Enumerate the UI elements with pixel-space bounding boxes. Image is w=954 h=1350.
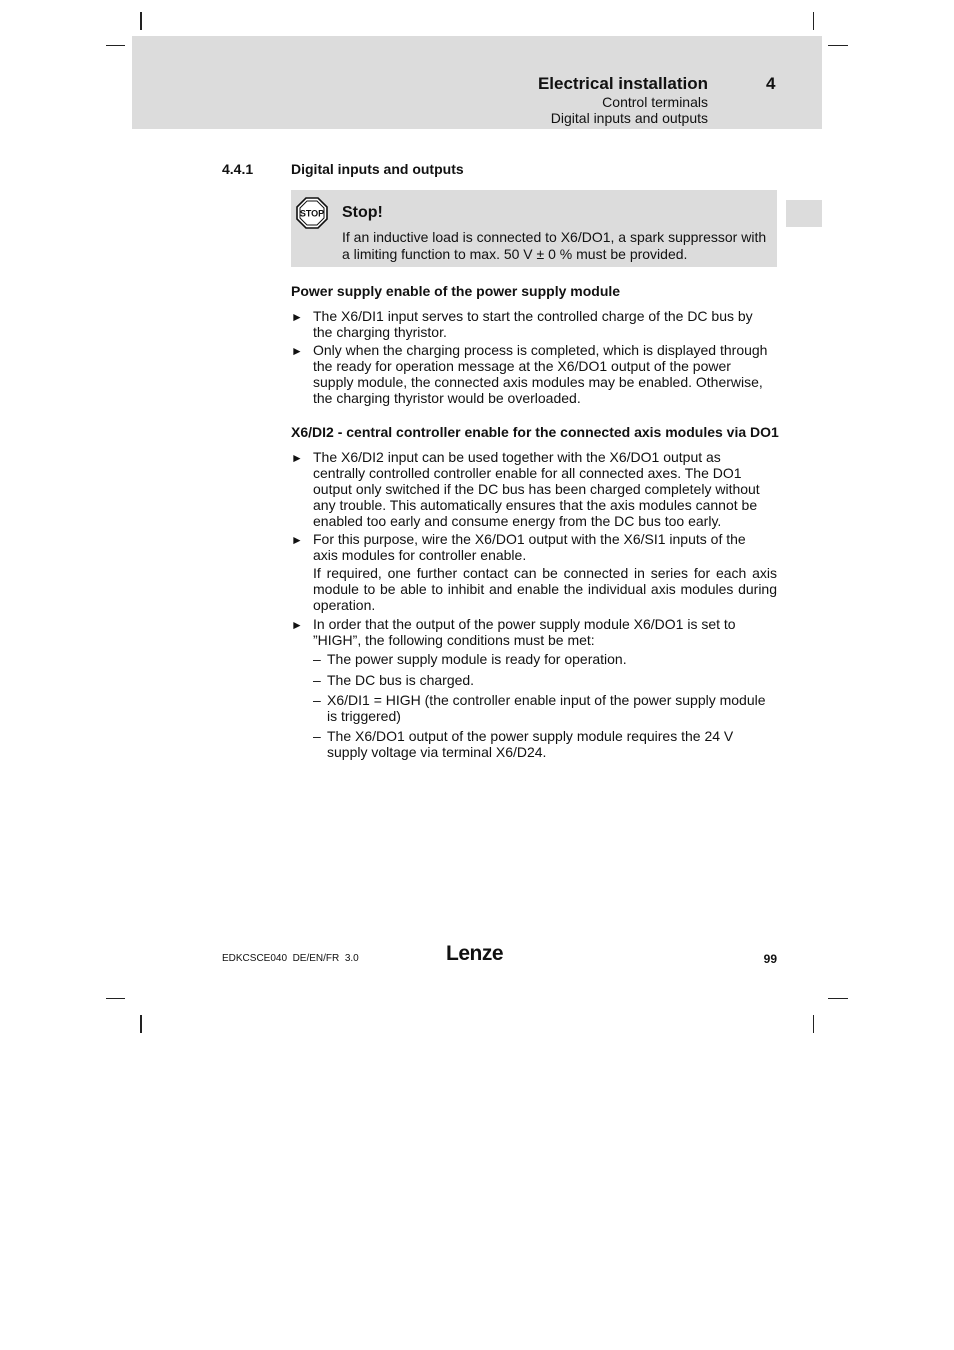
crop-mark <box>828 998 848 999</box>
header-subtitle: Digital inputs and outputs <box>550 110 708 126</box>
stop-sign-icon <box>296 197 328 229</box>
crop-mark <box>106 998 125 999</box>
crop-mark <box>140 12 142 30</box>
section-title: Digital inputs and outputs <box>291 161 464 177</box>
list-item-extra-paragraph: If required, one further contact can be connected in series for each axis module to be able to inhibit and enable the individual axis modules during operation. <box>313 565 777 613</box>
header-subtitle: Control terminals <box>602 94 708 110</box>
list-item: Only when the charging process is completed, which is displayed through the ready for operation message at the X6/DO1 output of the power supply module, the connected axis modules may be enabled. Otherwise, the charging thyristor would be overloaded. <box>313 342 768 406</box>
dash-bullet-icon: – <box>313 651 321 667</box>
document-id: EDKCSCE040 DE/EN/FR 3.0 <box>222 953 359 964</box>
crop-mark <box>813 1015 814 1033</box>
condition-item: The power supply module is ready for operation. <box>327 651 627 667</box>
stop-title: Stop! <box>342 204 383 221</box>
header-band <box>132 36 822 129</box>
crop-mark <box>813 12 814 30</box>
subheading-central-controller-enable: X6/DI2 - central controller enable for the connected axis modules via DO1 <box>291 424 779 440</box>
dash-bullet-icon: – <box>313 728 321 744</box>
subheading-power-supply-enable: Power supply enable of the power supply module <box>291 283 621 299</box>
chapter-title: Electrical installation <box>537 74 708 93</box>
dash-bullet-icon: – <box>313 672 321 688</box>
crop-mark <box>140 1015 142 1033</box>
stop-icon-label: STOP <box>299 208 325 219</box>
bullet-arrow-icon: ► <box>291 451 303 465</box>
bullet-arrow-icon: ► <box>291 533 303 547</box>
side-tab-marker <box>786 200 822 227</box>
condition-item: X6/DI1 = HIGH (the controller enable input of the power supply module is triggered) <box>327 692 766 724</box>
lenze-logo: Lenze <box>446 942 504 965</box>
bullet-arrow-icon: ► <box>291 618 303 632</box>
list-item: The X6/DI2 input can be used together with the X6/DO1 output as centrally controlled controller enable for all connected axes. The DO1 output only switched if the DC bus has been charged completely without any trouble. This automatically ensures that the axis modules cannot be enabled too early and consume energy from the DC bus too early. <box>313 449 760 529</box>
crop-mark <box>106 45 125 46</box>
bullet-arrow-icon: ► <box>291 344 303 358</box>
dash-bullet-icon: – <box>313 692 321 708</box>
crop-mark <box>828 45 848 46</box>
page-number: 99 <box>763 952 777 966</box>
condition-item: The DC bus is charged. <box>327 672 475 688</box>
section-number: 4.4.1 <box>222 161 254 177</box>
stop-text: If an inductive load is connected to X6/DO1, a spark suppressor with a limiting function to max. 50 V ± 0 % must be provided. <box>342 229 767 262</box>
list-item: In order that the output of the power supply module X6/DO1 is set to ”HIGH”, the following conditions must be met: <box>313 616 736 648</box>
list-item: For this purpose, wire the X6/DO1 output with the X6/SI1 inputs of the axis modules for controller enable. <box>313 531 746 563</box>
condition-item: The X6/DO1 output of the power supply module requires the 24 V supply voltage via terminal X6/D24. <box>327 728 734 760</box>
bullet-arrow-icon: ► <box>291 310 303 324</box>
chapter-number: 4 <box>766 74 776 93</box>
list-item: The X6/DI1 input serves to start the controlled charge of the DC bus by the charging thyristor. <box>313 308 753 340</box>
